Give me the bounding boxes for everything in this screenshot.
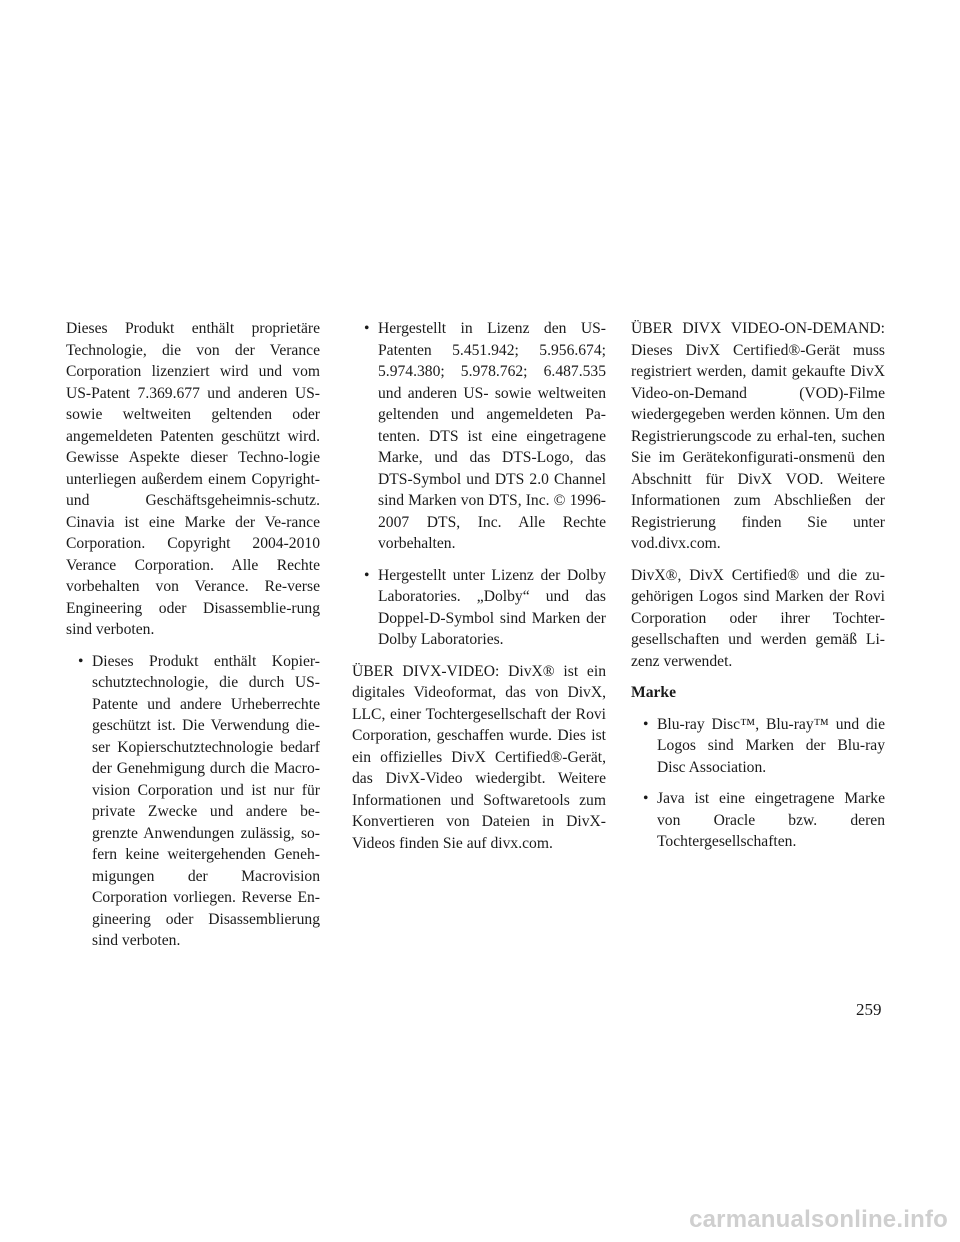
dolby-bullet: • Hergestellt unter Lizenz der Dolby Laboratories. „Dolby“ und das Doppel-D-Symbol sind Marken der Dolby Laboratories. xyxy=(352,565,606,651)
verance-paragraph: Dieses Produkt enthält proprietäre Technologie, die von der Verance Corporation lizenziert wird und vom US-Patent 7.369.677 und anderen US- sowie weltweiten geltenden oder angemeldeten Patenten geschützt wird. Gewisse Aspekte dieser Techno-logie unterliegen außerdem einem Copyright- und Geschäftsgeheimnis-schutz. Cinavia ist eine Marke der Ve-rance Corporation. Copyright 2004-2010 Verance Corporation. Alle Rechte vorbehalten von Verance. Re-verse Engineering oder Disassemblie-rung sind verboten. xyxy=(66,320,320,638)
bluray-bullet: • Blu-ray Disc™, Blu-ray™ und die Logos sind Marken der Blu-ray Disc Association. xyxy=(631,714,885,779)
divx-video-paragraph: ÜBER DIVX-VIDEO: DivX® ist ein digitales Videoformat, das von DivX, LLC, einer Tochtergesellschaft der Rovi Corporation, geschaffen wurde. Dies ist ein offizielles DivX Certified®-Gerät, das DivX-Video wiedergibt. Weitere Informationen und Softwaretools zum Konvertieren von Dateien in DivX-Videos finden Sie auf divx.com. xyxy=(352,662,606,852)
dts-bullet: • Hergestellt in Lizenz den US-Patenten 5.451.942; 5.956.674; 5.974.380; 5.978.762; 6.487.535 und anderen US- sowie weltweiten geltenden und angemeldeten Pa-tenten. DTS ist eine eingetragene Marke, und das DTS-Logo, das DTS-Symbol und DTS 2.0 Channel sind Marken von DTS, Inc. © 1996-2007 DTS, Inc. Alle Rechte vorbehalten. xyxy=(352,318,606,555)
divx-vod-paragraph: ÜBER DIVX VIDEO-ON-DEMAND: Dieses DivX Certified®-Gerät muss registriert werden, damit gekaufte DivX Video-on-Demand (VOD)-Filme wiedergegeben werden können. Um den Registrierungscode zu erhal-ten, suchen Sie im Gerätekonfigurati-onsmenü den Abschnitt für DivX VOD. Weitere Informationen zum Abschließen der Registrierung finden Sie unter vod.divx.com. xyxy=(631,320,885,552)
right-column xyxy=(631,318,885,863)
middle-column xyxy=(352,318,606,864)
macrovision-bullet: • Dieses Produkt enthält Kopier-schutztechnologie, die durch US-Patente und andere Urheberrechte geschützt ist. Die Verwendung die-ser Kopierschutztechnologie bedarf der Genehmigung durch die Macro-vision Corporation und ist nur für private Zwecke und andere be-grenzte Anwendungen zulässig, so-fern keine weitergehenden Geneh-migungen der Macrovision Corporation vorliegen. Reverse En-gineering oder Disassemblierung sind verboten. xyxy=(66,651,320,952)
divx-trademark-paragraph: DivX®, DivX Certified® und die zu-gehörigen Logos sind Marken der Rovi Corporation oder ihrer Tochter-gesellschaften und werden gemäß Li-zenz verwendet. xyxy=(631,566,885,670)
java-bullet: • Java ist eine eingetragene Marke von Oracle bzw. deren Tochtergesellschaften. xyxy=(631,788,885,853)
page-number: 259 xyxy=(856,1000,882,1019)
left-column xyxy=(66,318,320,962)
watermark-logo: carmanualsonline.info xyxy=(689,1206,948,1233)
trademark-heading: Marke xyxy=(631,684,677,701)
